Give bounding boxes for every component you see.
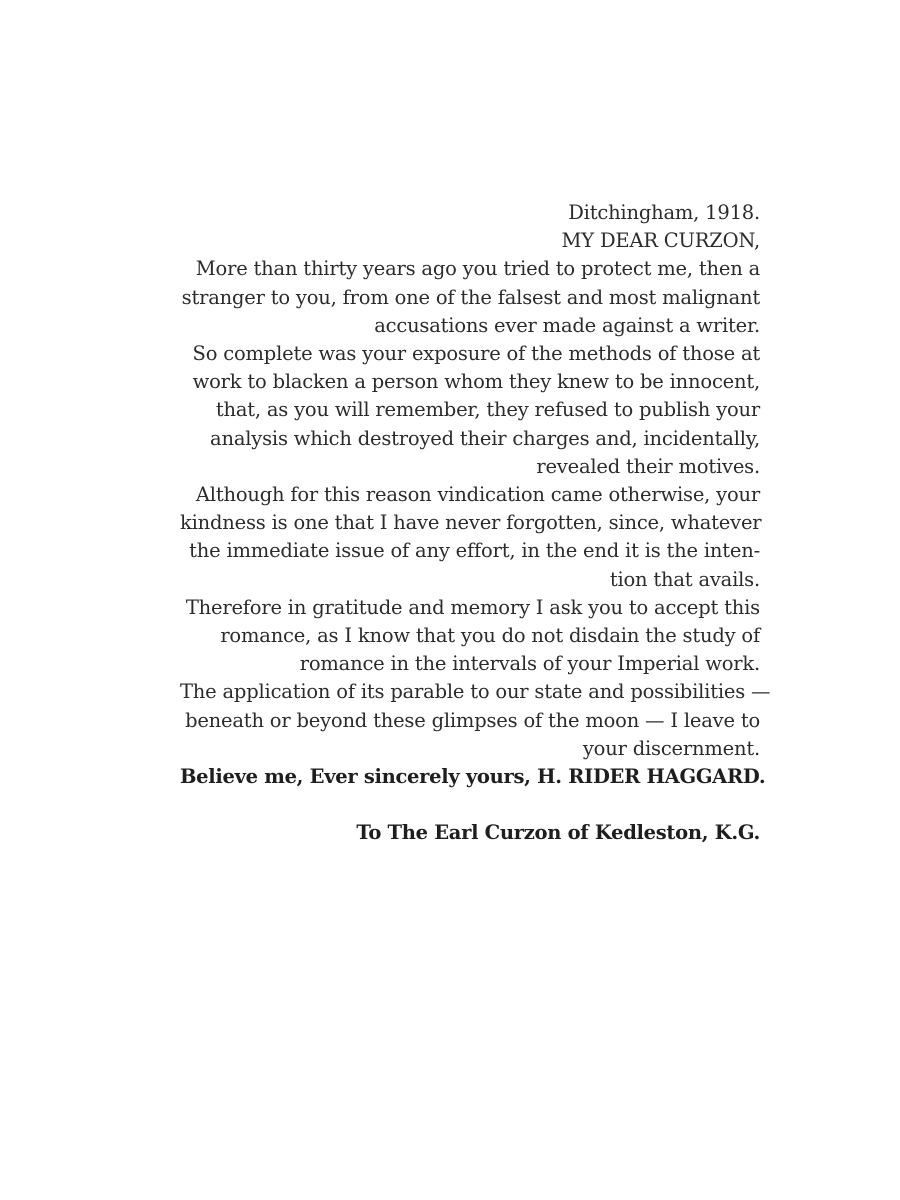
letter-line: Therefore in gratitude and memory I ask you to accept this bbox=[185, 595, 760, 619]
place-date: Ditchingham, 1918. bbox=[568, 201, 760, 224]
signature: Believe me, Ever sincerely yours, H. RIDER HAGGARD. bbox=[180, 765, 766, 789]
letter-line: the immediate issue of any effort, in the end it is the inten- bbox=[189, 539, 760, 563]
letter-line: beneath or beyond these glimpses of the moon — I leave to bbox=[185, 708, 760, 732]
dedication-letter bbox=[180, 199, 771, 847]
dedication-heading: To The Earl Curzon of Kedleston, K.G. bbox=[356, 821, 760, 845]
letter-line: stranger to you, from one of the falsest and most malignant bbox=[181, 285, 760, 309]
letter-line: So complete was your exposure of the methods of those at bbox=[192, 342, 760, 366]
letter-line: analysis which destroyed their charges and, incidentally, bbox=[210, 426, 760, 450]
letter-line: romance, as I know that you do not disdain the study of bbox=[220, 624, 760, 648]
letter-line: The application of its parable to our state and possibilities — bbox=[180, 680, 771, 704]
spacer bbox=[180, 791, 760, 819]
letter-line: More than thirty years ago you tried to protect me, then a bbox=[195, 257, 760, 281]
letter-line: work to blacken a person whom they knew to be innocent, bbox=[192, 370, 760, 394]
letter-line: kindness is one that I have never forgotten, since, whatever bbox=[180, 511, 762, 535]
salutation: MY DEAR CURZON, bbox=[561, 229, 760, 253]
letter-line: your discernment. bbox=[582, 736, 760, 760]
letter-line: that, as you will remember, they refused to publish your bbox=[215, 398, 760, 422]
letter-line: revealed their motives. bbox=[536, 454, 760, 478]
letter-line: accusations ever made against a writer. bbox=[374, 313, 760, 337]
letter-line: tion that avails. bbox=[609, 567, 760, 591]
letter-line: romance in the intervals of your Imperial work. bbox=[299, 652, 760, 676]
letter-line: Although for this reason vindication came otherwise, your bbox=[195, 483, 760, 507]
